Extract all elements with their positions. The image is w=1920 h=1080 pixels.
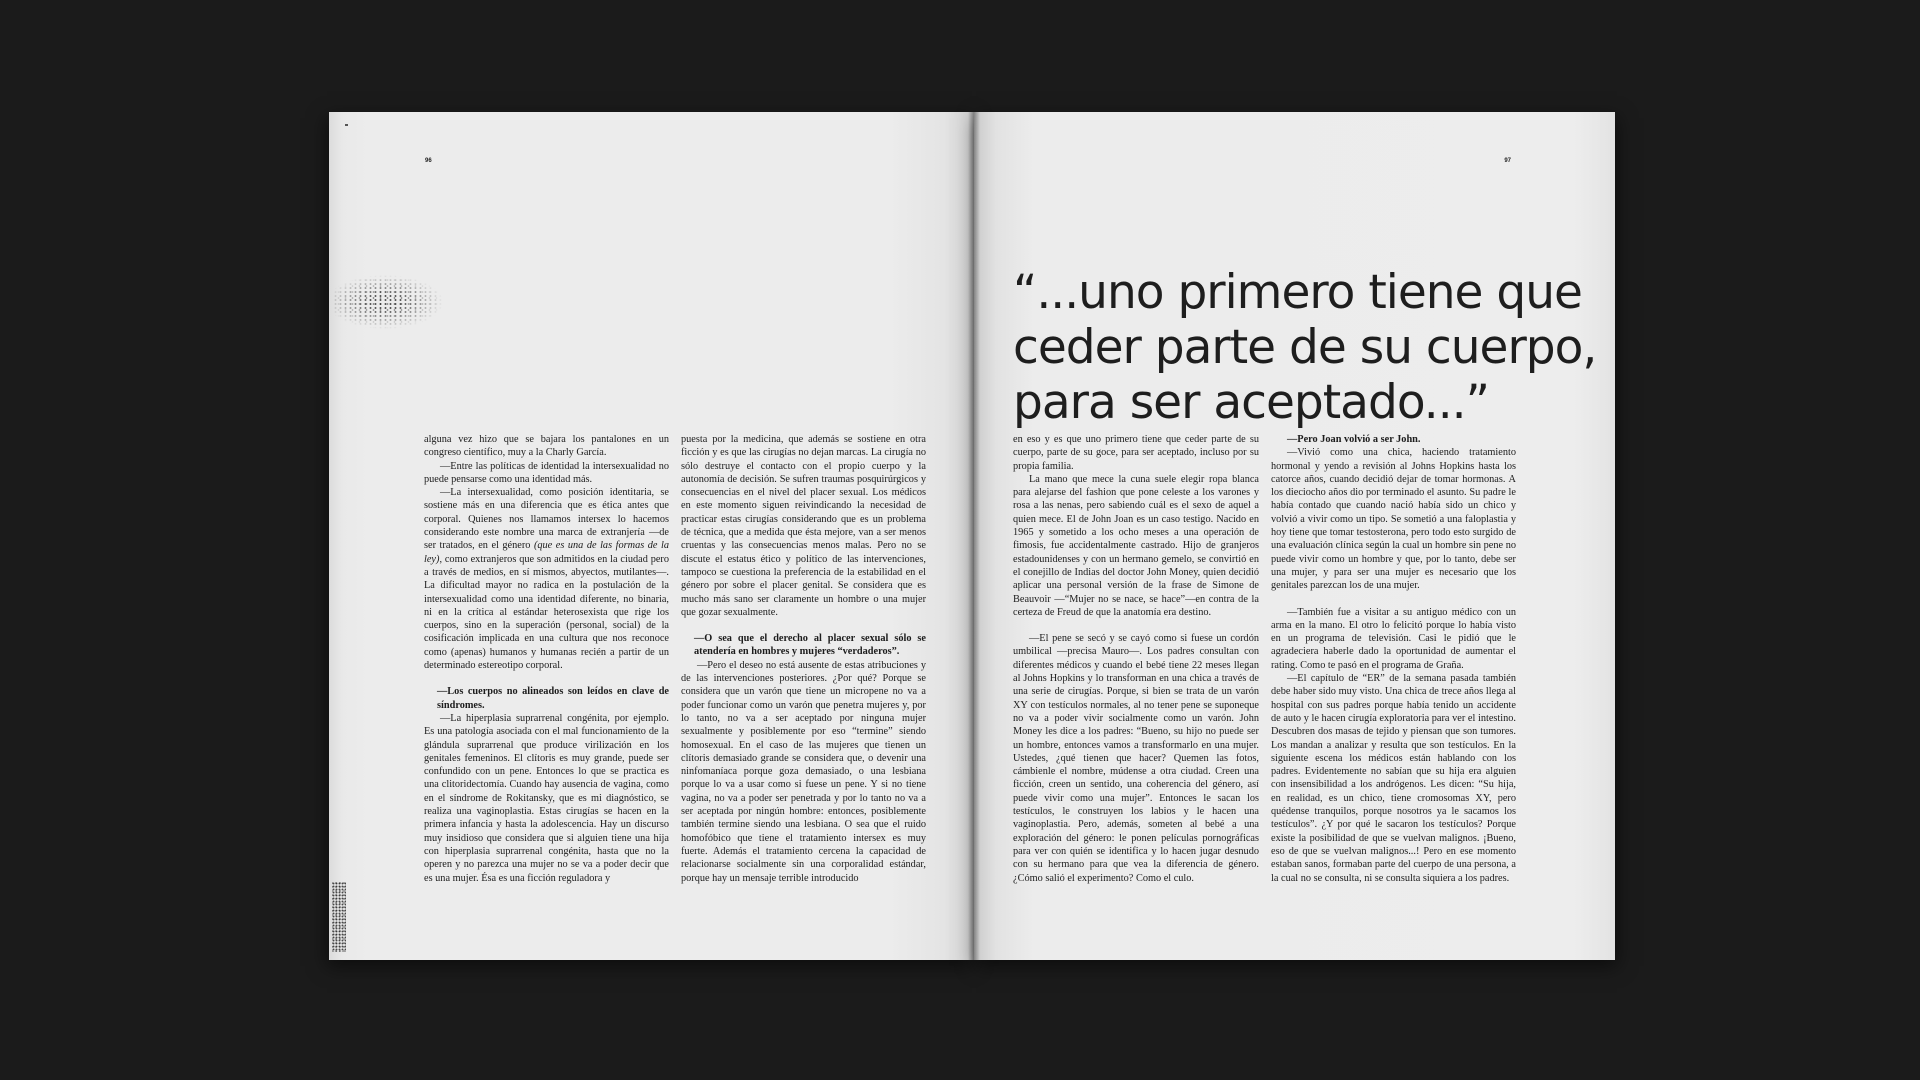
interview-question-bold: —Los cuerpos no alineados son leídos en clave de síndromes.	[437, 686, 669, 711]
paragraph	[424, 486, 669, 672]
left-page-column-2	[681, 433, 926, 885]
paragraph: —Pero el deseo no está ausente de estas atribuciones y de las intervenciones posteriores. ¿Por qué? Porque se considera que un varón que tiene un micropene no va a poder funcionar como un varón que penetra mujeres y, por lo tanto, no va a ser aceptado por ninguna mujer sexualmente y posiblemente por eso “termine” siendo homosexual. En el caso de las mujeres que tienen un clítoris demasiado grande se considera que, o devenir una ninfomaníaca porque goza demasiado, o una lesbiana porque lo va a usar como si fuese un pene. Y si no tiene vagina, no va a poder ser penetrada y por lo tanto no va a ser aceptada por ningún hombre: entonces, posiblemente también termine siendo una lesbiana. O sea que el ruido homofóbico que tiene el tratamiento intersex es muy fuerte. Además el tratamiento cercena la capacidad de relacionarse socialmente sin una corporalidad estándar, porque hay un mensaje terrible introducido	[681, 659, 926, 884]
right-page-column-1	[1013, 433, 1259, 885]
left-page-column-1	[424, 433, 669, 885]
paragraph: —El pene se secó y se cayó como si fuese un cordón umbilical —precisa Mauro—. Los padres consultan con diferentes médicos y cuando el bebé tiene 22 meses llegan al Johns Hopkins y lo transforman en una chica a través de una serie de cirugías. Porque, si bien se trata de un varón XY con testículos normales, al no tener pene se suponeque no va a poder vivir socialmente como un varón. John Money les dice a los padres: “Bueno, su hijo no puede ser un hombre, entonces vamos a transformarlo en una mujer. Ustedes, ¿qué tienen que hacer? Quemen las fotos, cámbienle el nombre, múdense a otra ciudad. Creen una ficción, creen un sentido, una coherencia del género, así puede vivir como una mujer”. Entonces le sacan los testículos, le construyen los labios y le hacen una vaginoplastia. Pero, además, someten al bebé a una exploración del género: le ponen películas pornográficas para ver con quién se identifica y lo hacen jugar desnudo con su hermano para que vea la diferencia de género. ¿Cómo salió el experimento? Como el culo.	[1013, 633, 1259, 884]
question: —Entre las políticas de identidad la intersexualidad no puede pensarse como una identidad más.	[424, 460, 669, 485]
ink-speckle-texture	[333, 262, 463, 342]
paragraph: alguna vez hizo que se bajara los pantalones en un congreso científico, muy a la Charly García.	[424, 434, 669, 459]
right-page	[974, 112, 1615, 960]
left-page	[329, 112, 974, 960]
interview-question-bold: —Pero Joan volvió a ser John.	[1287, 434, 1421, 445]
italic-phrase: (que es una de las formas de la ley)	[424, 540, 669, 565]
paragraph: La mano que mece la cuna suele elegir ropa blanca para alejarse del fashion que pone celeste a los varones y rosa a las nenas, pero sabiendo cuál es el sexo de aquel a quien mece. El de John Joan es un caso testigo. Nacido en 1965 y sometido a los ocho meses a una operación de fimosis, fue accidentalmente castrado. Hijo de granjeros estadounidenses y con un hermano gemelo, se convirtió en el conejillo de Indias del doctor John Money, quien decidió aplicar una personal versión de la frase de Simone de Beauvoir —“Mujer no se nace, se hace”—en contra de la certeza de Freud de que la anatomía era destino.	[1013, 473, 1259, 618]
paragraph-text: —La intersexualidad, como posición identitaria, se sostiene más en una diferencia que es ética antes que corporal. Quienes nos llamamos intersex lo hacemos considerando este nombre una marca de extranjería —de ser tratados, en el género	[424, 487, 669, 552]
paragraph: —La hiperplasia suprarrenal congénita, por ejemplo. Es una patología asociada con el mal funcionamiento de la glándula suprarrenal que produce virilización en los genitales femeninos. El clítoris es muy grande, puede ser confundido con un pene. Entonces lo que se practica es una clitoridectomía. Cuando hay ausencia de vagina, como en el síndrome de Rokitansky, que es mi diagnóstico, se realiza una vaginoplastia. Estas cirugías se hacen en la primera infancia y hasta la adolescencia. Hay un discurso muy insidioso que considera que si alguien tiene una hija con hiperplasia suprarrenal congénita, hasta que no la operen y no parezca una mujer no se va a poder decir que es una mujer. Ésa es una ficción reguladora y	[424, 712, 669, 884]
paragraph: —El capítulo de “ER” de la semana pasada también debe haber sido muy visto. Una chica de trece años llega al hospital con sus padres porque había tenido un accidente de auto y le hacen cirugía exploratoria para ver el intestino. Descubren dos masas de tejido y piensan que son tumores. Los mandan a analizar y resulta que son testículos. En la siguiente escena los médicos están hablando con los padres. Evidentemente no sabían que su hija era alguien con insensibilidad a los andrógenos. Les dicen: “Su hija, en realidad, es un chico, tiene cromosomas XY, pero quédense tranquilos, porque nosotros ya le sacamos los testículos”. ¿Y por qué le sacaron los testículos? Porque existe la posibilidad de que se vuelvan malignos. ¡Bueno, eso de que se vuelvan malignos...! Pero en ese momento estaban sanos, formaban parte del cuerpo de una persona, a la cual no se consulta, ni se consulta siquiera a los padres.	[1271, 673, 1516, 884]
paragraph: —También fue a visitar a su antiguo médico con un arma en la mano. El otro lo felicitó porque lo había visto en un programa de televisión. Casi le pidió que le agradeciera haberle dado la oportunidad de aumentar el rating. Como te pasó en el programa de Graña.	[1271, 606, 1516, 671]
corner-mark	[345, 124, 348, 126]
right-page-column-2	[1271, 433, 1516, 885]
spine-gutter-shadow	[968, 112, 980, 960]
page-number-left: 96	[425, 158, 432, 164]
paragraph-text: , como extranjeros que son admitidos en la ciudad pero a través de medios, en sí mismos, abyectos, mutilantes—. La dificultad mayor no radica en la postulación de la intersexualidad como una identidad diferente, no binaria, ni en la crítica al estándar heterosexista que rige los cuerpos, sino en la superación (personal, social) de la cosificación implicada en una cultura que nos reconoce como (apenas) humanos y humanas recién a partir de un determinado estereotipo corporal.	[424, 553, 669, 672]
paragraph: puesta por la medicina, que además se sostiene en otra ficción y es que las cirugías no dejan marcas. La cirugía no sólo destruye el contacto con el propio cuerpo y la autonomía de decisión. Se sufren traumas posquirúrgicos y consecuencias en el nivel del placer sexual. Los médicos en este momento siguen reivindicando la necesidad de practicar estas cirugías considerando que es un problema de técnica, que a medida que ésta mejore, van a ser menos cruentas y las consecuencias menos malas. Pero no se discute el estatus ético y político de las intervenciones, tampoco se cuestiona la preferencia de la estabilidad en el género por sobre el placer genital. Se considera que es mucho más sano ser claramente un hombre o una mujer que gozar sexualmente.	[681, 434, 926, 618]
paragraph: —Vivió como una chica, haciendo tratamiento hormonal y yendo a revisión al Johns Hopkins hasta los catorce años, cuando decidió dejar de tomar hormonas. A los dieciocho años dio por terminado el asunto. Su padre le había contado que cuando nació había sido un chico y volvió a vivir como un tipo. Se sometió a una faloplastia y hoy tiene que tomar testosterona, pero todo esto surgido de una evaluación clínica según la cual un hombre sin pene no puede vivir como un hombre y que, por lo tanto, debe ser una mujer, y para ser una mujer es necesario que los genitales parezcan los de una mujer.	[1271, 447, 1516, 592]
page-number-right: 97	[1504, 158, 1511, 164]
paragraph: en eso y es que uno primero tiene que ceder parte de su cuerpo, parte de su goce, para ser aceptado, incluso por su propia familia.	[1013, 434, 1259, 472]
ink-edge-texture	[332, 882, 346, 952]
interview-question-bold: —O sea que el derecho al placer sexual sólo se atendería en hombres y mujeres “verdaderos”.	[694, 633, 926, 658]
pull-quote: “...uno primero tiene que ceder parte de su cuerpo, para ser aceptado...”	[1013, 265, 1597, 430]
